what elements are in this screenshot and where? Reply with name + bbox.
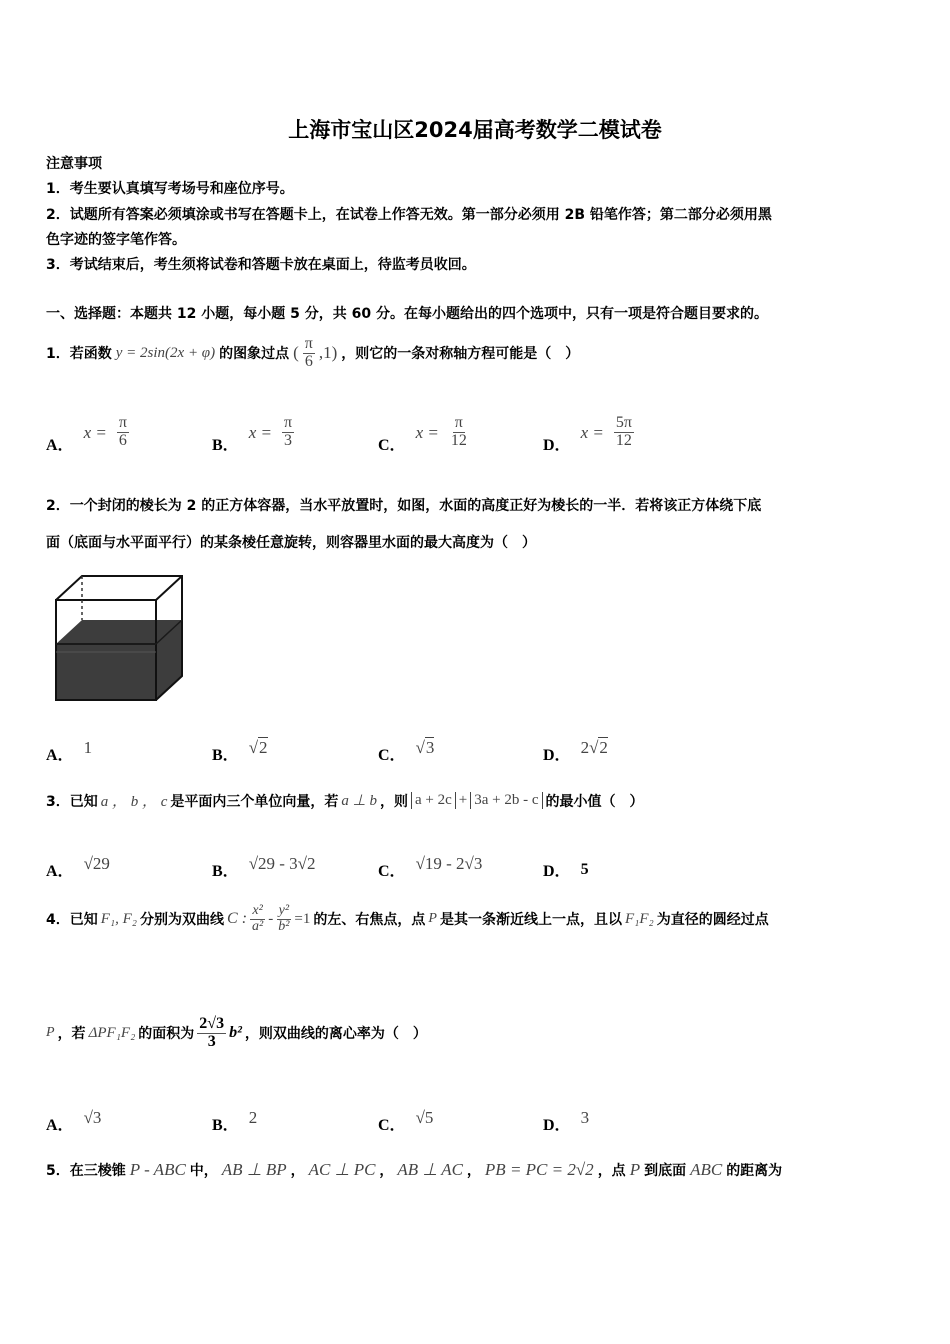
question-1	[46, 336, 579, 371]
q3-option-c[interactable]: C． √19 - 2√3	[378, 853, 483, 880]
q1-option-c[interactable]: C． x = $\frac{\pi}{12}$	[378, 414, 467, 454]
q2-option-d[interactable]: D． 2√2	[543, 737, 608, 764]
q3-abs-2: 3a + 2b - c	[470, 792, 542, 809]
q1-point-open: (	[293, 343, 299, 363]
section-heading: 一、选择题：本题共 12 小题，每小题 5 分，共 60 分。在每小题给出的四个选项中，只有一项是符合题目要求的。	[46, 306, 768, 322]
page-title: 上海市宝山区2024届高考数学二模试卷	[288, 118, 662, 142]
q3-option-d[interactable]: D． 5	[543, 860, 589, 880]
q1-option-b[interactable]: B． x = $\frac{\pi}{3}$	[212, 414, 293, 454]
question-4-line-2: P ，若 ΔPF₁F₂ 的面积为 $\frac{2√3}{3}$ b² ，则双曲线的离心率为（ ）	[46, 1015, 427, 1050]
note-item: 1．考生要认真填写考场号和座位序号。	[46, 181, 294, 197]
q1-point-tail: ,1)	[318, 343, 338, 363]
q1-post: ，则它的一条对称轴方程可能是（ ）	[341, 346, 580, 363]
q3-option-b[interactable]: B． √29 - 3√2	[212, 853, 316, 880]
q4-option-c[interactable]: C． √5	[378, 1107, 434, 1134]
q4-option-b[interactable]: B． 2	[212, 1107, 258, 1134]
q4-option-d[interactable]: D． 3	[543, 1107, 590, 1134]
q1-option-a[interactable]: A． x = $\frac{\pi}{6}$	[46, 414, 127, 454]
q1-point-fraction: $\frac{\pi}{6}$	[304, 335, 313, 370]
q1-option-d[interactable]: D． x = $\frac{5\pi}{12}$	[543, 414, 632, 454]
q3-abs-1: a + 2c	[411, 792, 456, 809]
q1-pre: 1．若函数	[46, 346, 112, 363]
q2-line-1: 2．一个封闭的棱长为 2 的正方体容器，当水平放置时，如图，水面的高度正好为棱长的一半．若将该正方体绕下底	[46, 498, 762, 514]
q2-option-b[interactable]: B． √2	[212, 737, 268, 764]
note-item: 2．试题所有答案必须填涂或书写在答题卡上，在试卷上作答无效。第一部分必须用 2B 铅笔作答；第二部分必须用黑	[46, 207, 772, 223]
q3-option-a[interactable]: A． √29	[46, 853, 110, 880]
note-item: 色字迹的签字笔作答。	[46, 232, 186, 248]
cube-figure	[52, 572, 186, 704]
q1-mid: 的图象过点	[219, 346, 290, 363]
note-item: 3．考试结束后，考生须将试卷和答题卡放在桌面上，待监考员收回。	[46, 257, 476, 273]
q2-line-2: 面（底面与水平面平行）的某条棱任意旋转，则容器里水面的最大高度为（ ）	[46, 535, 536, 551]
notes-heading: 注意事项	[46, 156, 102, 172]
q2-option-c[interactable]: C． √3	[378, 737, 435, 764]
q4-option-a[interactable]: A． √3	[46, 1107, 102, 1134]
q2-option-a[interactable]: A． 1	[46, 737, 93, 764]
question-5: 5．在三棱锥 P - ABC 中， AB ⊥ BP ， AC ⊥ PC ， AB ⊥ AC ， PB = PC = 2√2 ，点 P 到底面 ABC 的距离为	[46, 1160, 783, 1179]
q1-function: y = 2sin(2x + φ)	[115, 344, 216, 361]
question-3: 3．已知 a ， b ， c 是平面内三个单位向量，若 a ⊥ b ，则 a + 2c + 3a + 2b - c 的最小值（ ）	[46, 792, 644, 810]
question-4: 4．已知 F₁, F₂ 分别为双曲线 C : $\frac{\text{x²}}{\text{a²}}$ - $\frac{\text{y²}}{\text{b²}}$ =1 的左、右焦点，点 P 是其一条渐近线上一点，且以 F₁F₂ 为直径的圆经过点	[46, 903, 769, 934]
